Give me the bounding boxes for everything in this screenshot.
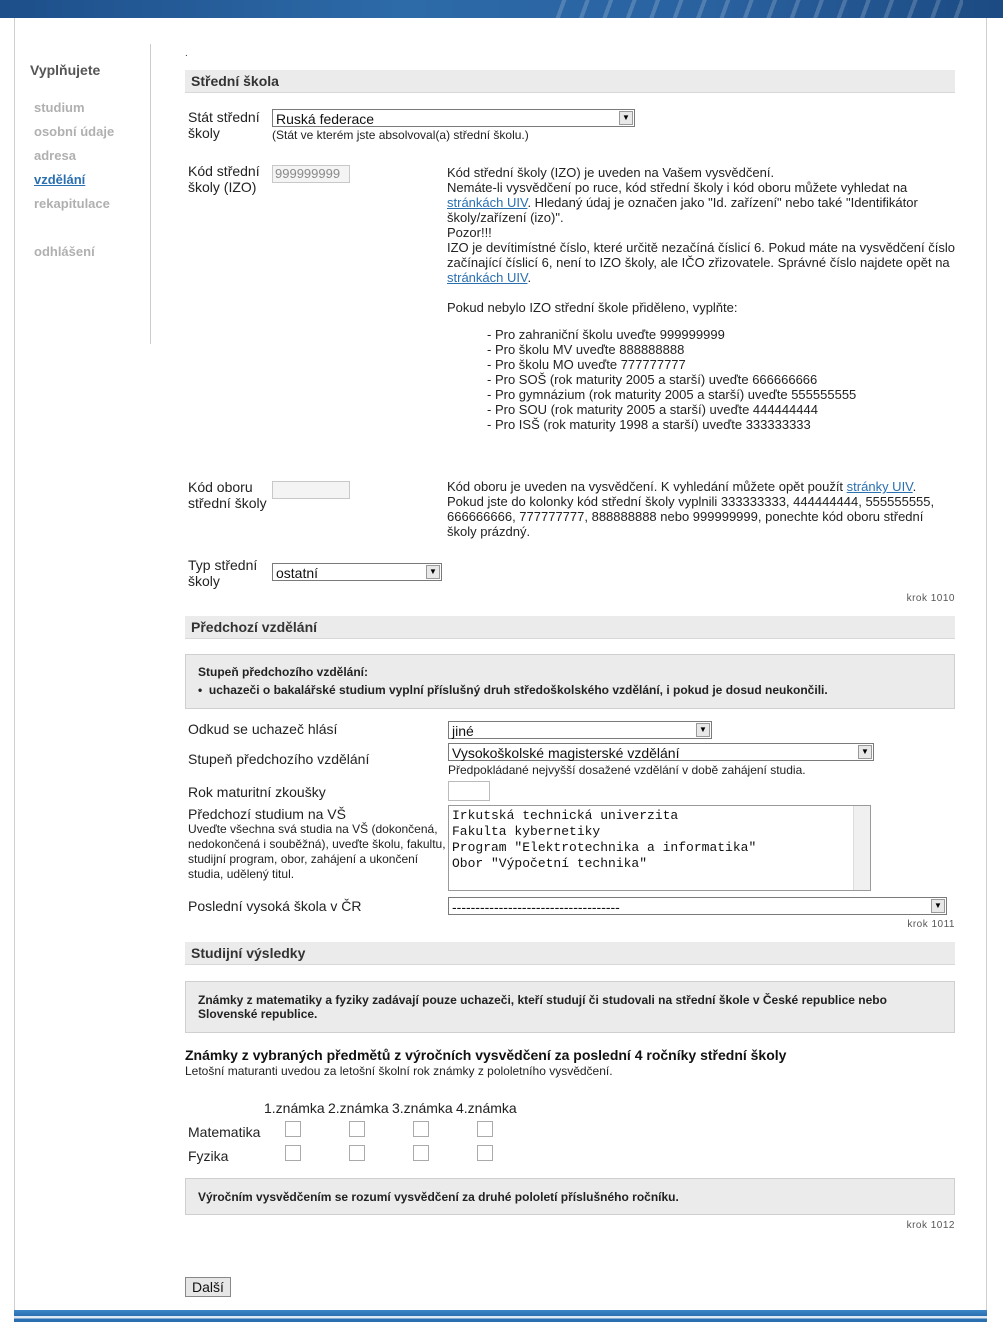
grade-input[interactable] <box>349 1121 365 1137</box>
rok-label: Rok maturitní zkoušky <box>188 784 326 800</box>
help-line: Pokud nebylo IZO střední škole přiděleno, vyplňte: <box>447 300 738 315</box>
list-item: - Pro zahraniční školu uveďte 999999999 <box>487 327 725 342</box>
typ-skoly-label: Typ střední školy <box>188 557 258 589</box>
list-item: - Pro SOU (rok maturity 2005 a starší) uveďte 444444444 <box>487 402 818 417</box>
typ-skoly-select[interactable] <box>272 563 442 581</box>
grade-input[interactable] <box>413 1145 429 1161</box>
odkud-label: Odkud se uchazeč hlásí <box>188 721 338 737</box>
page-frame-right <box>986 18 987 1310</box>
grade-input[interactable] <box>477 1121 493 1137</box>
stat-select[interactable] <box>272 109 635 127</box>
sidebar <box>30 62 148 264</box>
chevron-down-icon: ▼ <box>426 565 440 579</box>
kod-skoly-input[interactable]: 999999999 <box>272 165 350 183</box>
chevron-down-icon: ▼ <box>696 723 710 737</box>
header-banner <box>0 0 1003 18</box>
kod-skoly-help <box>447 165 955 432</box>
odkud-select[interactable] <box>448 721 712 739</box>
kod-oboru-help: Kód oboru je uveden na vysvědčení. K vyhledání můžete opět použít stránky UIV. Pokud jste do kolonky kód střední školy vyplnili 333333333, 444444444, 555555555, 666666666, 777777777, 888888888 nebo 999999999, ponechte kód oboru střední školy prázdný. <box>447 479 935 539</box>
stupen-hint: Předpokládané nejvyšší dosažené vzdělání v době zahájení studia. <box>448 763 806 777</box>
row-label-matematika: Matematika <box>188 1124 261 1140</box>
help-line: Pozor!!! <box>447 225 492 240</box>
textarea-line: Fakulta kybernetiky <box>452 824 601 839</box>
scrollbar[interactable] <box>853 806 870 890</box>
vs-textarea[interactable] <box>448 805 871 891</box>
row-label-fyzika: Fyzika <box>188 1148 229 1164</box>
column-header: 3.známka <box>392 1100 453 1116</box>
step-label: krok 1011 <box>907 919 955 930</box>
list-item: - Pro ISŠ (rok maturity 1998 a starší) uveďte 333333333 <box>487 417 811 432</box>
list-item: - Pro školu MO uveďte 777777777 <box>487 357 686 372</box>
grade-input[interactable] <box>349 1145 365 1161</box>
uiv-link[interactable]: stránky UIV <box>846 479 913 494</box>
stupen-select[interactable] <box>448 743 874 761</box>
typ-skoly-value: ostatní <box>276 565 319 581</box>
kod-oboru-label: Kód oboru střední školy <box>188 479 267 511</box>
grades-subtitle: Letošní maturanti uvedou za letošní školní rok známky z pololetního vysvědčení. <box>185 1064 613 1078</box>
stat-label: Stát střední školy <box>188 109 260 141</box>
list-item: - Pro gymnázium (rok maturity 2005 a starší) uveďte 555555555 <box>487 387 857 402</box>
help-line: Nemáte-li vysvědčení po ruce, kód střední školy i kód oboru můžete vyhledat na stránkách UIV. Hledaný údaj je označen jako "Id. zařízení" nebo také "Identifikátor školy/zařízení (izo)". <box>447 180 918 225</box>
sidebar-divider <box>150 44 151 344</box>
info-box-vysvedceni: Výročním vysvědčením se rozumí vysvědčení za druhé pololetí příslušného ročníku. <box>185 1178 955 1215</box>
page-frame-left <box>14 18 15 1310</box>
kod-skoly-label: Kód střední školy (IZO) <box>188 163 260 195</box>
section-heading-stredni-skola: Střední škola <box>185 70 955 93</box>
grade-input[interactable] <box>413 1121 429 1137</box>
uiv-link[interactable]: stránkách UIV <box>447 195 528 210</box>
next-button[interactable]: Další <box>185 1277 231 1297</box>
grade-input[interactable] <box>285 1121 301 1137</box>
izo-list <box>447 327 955 432</box>
main-content <box>185 48 955 1297</box>
step-label: krok 1012 <box>906 1220 955 1231</box>
sidebar-item-rekapitulace[interactable]: rekapitulace <box>34 196 110 211</box>
sidebar-item-adresa[interactable]: adresa <box>34 148 76 163</box>
banner-decoration <box>543 0 963 18</box>
uiv-link[interactable]: stránkách UIV <box>447 270 528 285</box>
page-dot: . <box>185 48 188 59</box>
vs-label: Předchozí studium na VŠ <box>188 806 346 822</box>
column-header: 1.známka <box>264 1100 325 1116</box>
section-heading-predchozi: Předchozí vzdělání <box>185 616 955 639</box>
textarea-line: Obor "Výpočetní technika" <box>452 856 648 871</box>
stat-hint: (Stát ve kterém jste absolvoval(a) střední školu.) <box>272 128 529 142</box>
help-line: IZO je devítimístné číslo, které určitě nezačíná číslicí 6. Pokud máte na vysvědčení číslo začínající číslicí 6, není to IZO školy, ale IČO zřizovatele. Správné číslo najdete opět na stránkách UIV. <box>447 240 955 285</box>
textarea-line: Program "Elektrotechnika a informatika" <box>452 840 757 855</box>
footer-banner <box>14 1310 987 1322</box>
grade-input[interactable] <box>285 1145 301 1161</box>
textarea-line: Irkutská technická univerzita <box>452 808 679 823</box>
note-title: Stupeň předchozího vzdělání: <box>198 665 369 679</box>
sidebar-item-studium[interactable]: studium <box>34 100 85 115</box>
section-heading-vysledky: Studijní výsledky <box>185 942 955 965</box>
column-header: 4.známka <box>456 1100 517 1116</box>
list-item: - Pro školu MV uveďte 888888888 <box>487 342 685 357</box>
info-box-vysledky: Známky z matematiky a fyziky zadávají pouze uchazeči, kteří studují či studovali na střední škole v České republice nebo Slovenské republice. <box>185 981 955 1033</box>
chevron-down-icon: ▼ <box>858 745 872 759</box>
posledni-label: Poslední vysoká škola v ČR <box>188 898 362 914</box>
list-item: - Pro SOŠ (rok maturity 2005 a starší) uveďte 666666666 <box>487 372 818 387</box>
rok-input[interactable] <box>448 781 490 801</box>
kod-oboru-input[interactable] <box>272 481 350 499</box>
odkud-value: jiné <box>452 723 474 739</box>
stat-select-value: Ruská federace <box>276 111 375 127</box>
posledni-select[interactable] <box>448 897 947 915</box>
note-item: • uchazeči o bakalářské studium vyplní příslušný druh středoškolského vzdělání, i pokud je dosud neukončili. <box>198 683 828 697</box>
help-line: Kód střední školy (IZO) je uveden na Vašem vysvědčení. <box>447 165 775 180</box>
chevron-down-icon: ▼ <box>619 111 633 125</box>
step-label: krok 1010 <box>906 593 955 604</box>
info-box-predchozi <box>185 654 955 709</box>
stupen-label: Stupeň předchozího vzdělání <box>188 751 370 767</box>
sidebar-item-vzdelani[interactable]: vzdělání <box>34 172 86 187</box>
posledni-value: ------------------------------------ <box>452 899 620 915</box>
sidebar-item-logout[interactable]: odhlášení <box>34 244 95 259</box>
sidebar-title: Vyplňujete <box>30 62 101 78</box>
column-header: 2.známka <box>328 1100 389 1116</box>
vs-hint: Uveďte všechna svá studia na VŠ (dokončená, nedokončená i souběžná), uveďte školu, fakultu, studijní program, obor, zahájení a ukončení studia, udělený titul. <box>188 822 446 881</box>
grades-table <box>185 1096 955 1178</box>
chevron-down-icon: ▼ <box>931 899 945 913</box>
grade-input[interactable] <box>477 1145 493 1161</box>
sidebar-item-osobni-udaje[interactable]: osobní údaje <box>34 124 115 139</box>
grades-title: Známky z vybraných předmětů z výročních vysvědčení za poslední 4 ročníky střední školy <box>185 1047 787 1063</box>
stupen-value: Vysokoškolské magisterské vzdělání <box>452 745 680 761</box>
